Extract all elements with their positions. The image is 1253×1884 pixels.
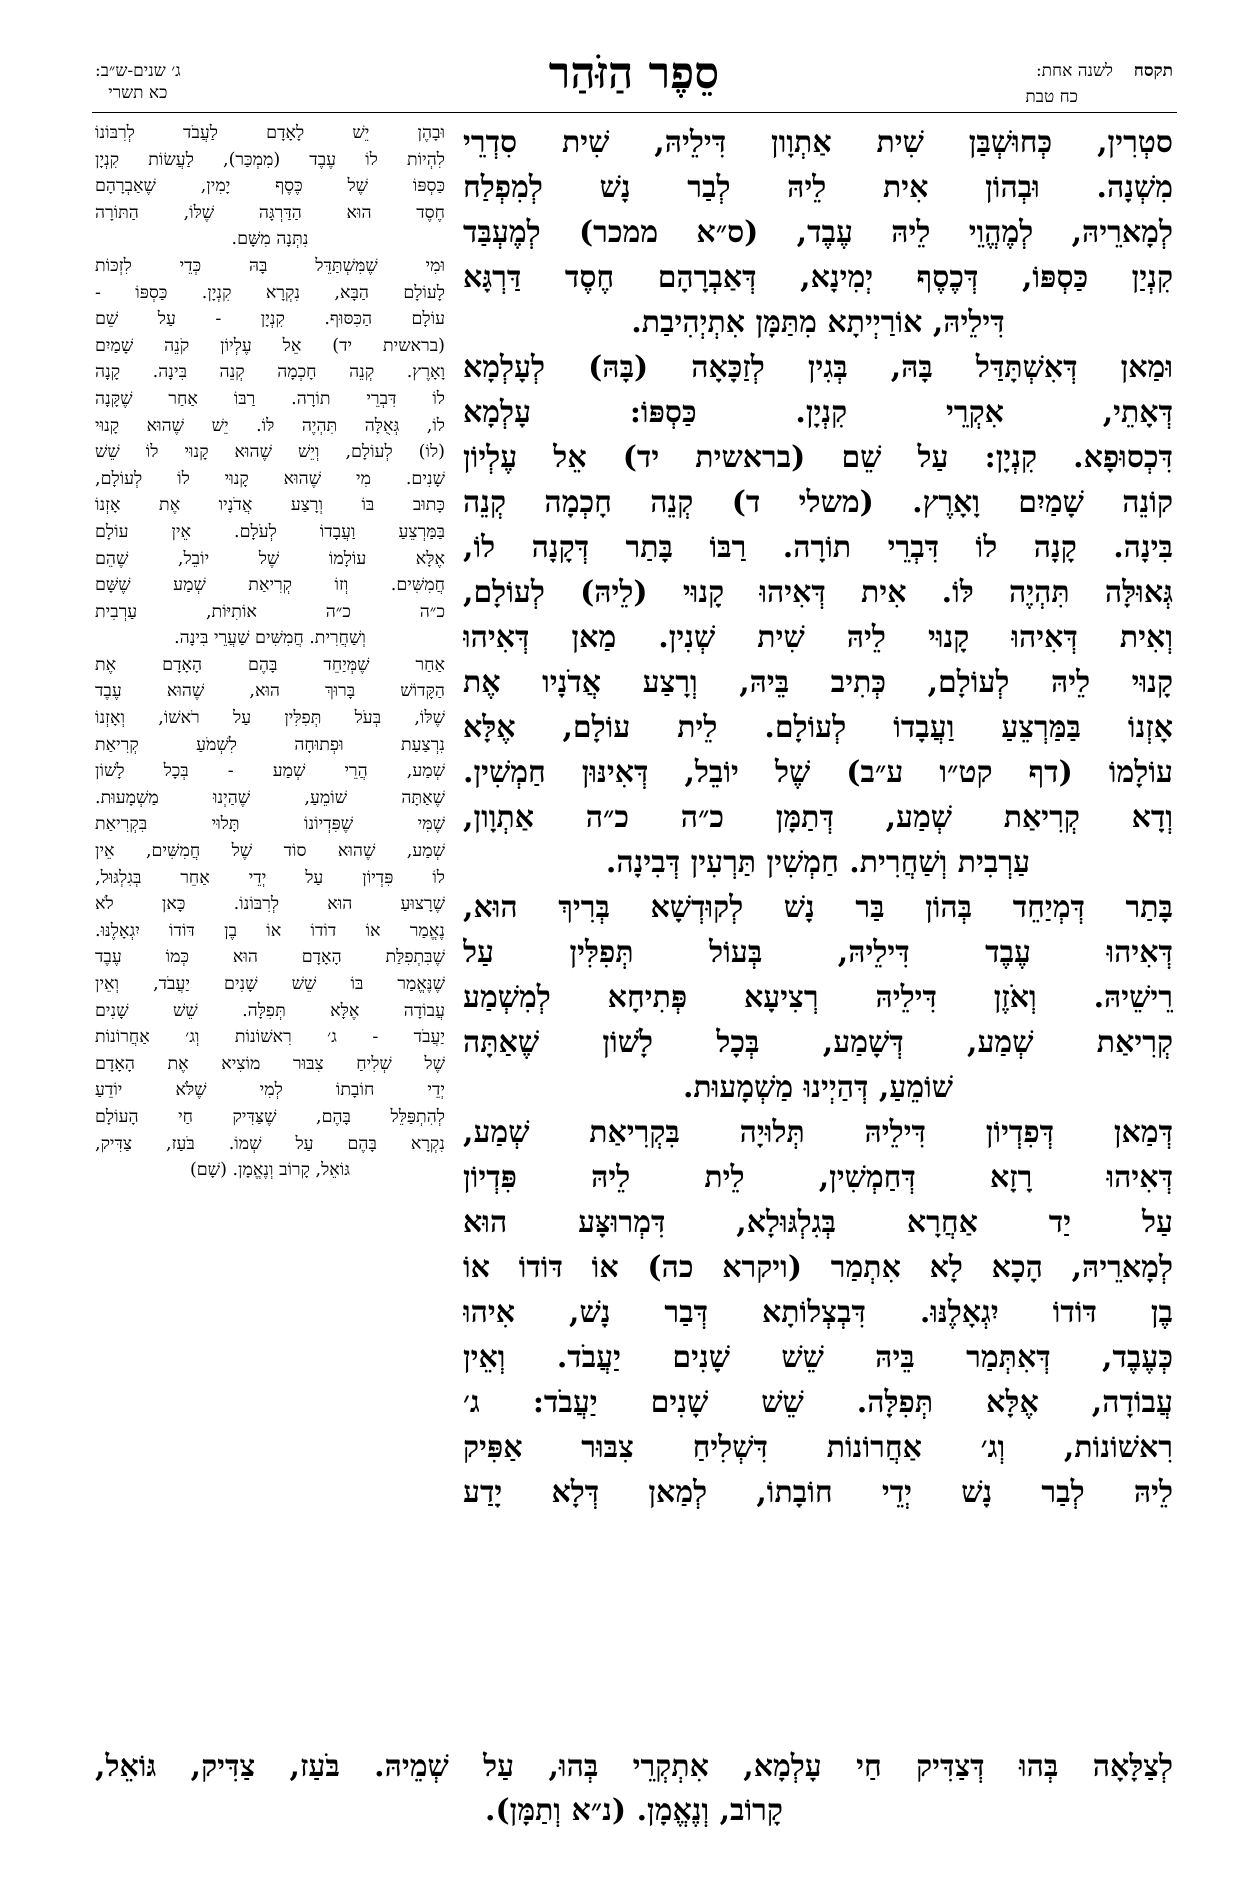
text-line: גּוֹאֵל, קָרוֹב וְנֶאֱמָן. (שָׁם) [189,1160,351,1181]
text-line: לוֹ פִּדְיוֹן עַל יְדֵי אַחֵר בְּגִלְגּוּל, [95,867,445,888]
text-line: וָאָרֶץ. קְנֵה חָכְמָה קְנֵה בִּינָה. קָנָה [95,362,445,383]
text-line: וְדָא קְרִיאַת שְׁמַע, דְּתַמָּן כ״ה כ״ה אַתְוָון, [463,800,1173,835]
text-line: הַקָּדוֹשׁ בָּרוּךְ הוּא, שֶׁהוּא עֶבֶד [95,681,445,702]
date-right: כח טבת [1025,87,1078,107]
translation-column [95,120,445,1184]
text-line: קְרִיאַת שְׁמַע, דְּשָׁמַע, בְּכָל לָשׁוֹן שֶׁאַתָּה [463,1025,1173,1060]
text-line: רֵישֵׁיהּ. וְאֹזֶן דִּילֵיהּ רְצִיעָא פְּתִיחָא לְמִשְׁמַע [463,980,1173,1015]
text-line: כָּתוּב בּוֹ וְרָצַע אֲדֹנָיו אֶת אָזְנוֹ [95,495,445,516]
text-line: וְשַׁחֲרִית. חֲמִשִּׁים שַׁעֲרֵי בִּינָה. [174,628,366,649]
header-rule [92,112,1177,113]
text-line: שֶׁרָצוּעַ הוּא לְרִבּוֹנוֹ. כָּאן לֹא [95,894,445,915]
text-line: עֲבוֹדָה, אֶלָּא תְּפִלָּה. שֵׁשׁ שָׁנִים יַעֲבֹד: ג׳ [463,1385,1173,1420]
text-line: שֶׁלּוֹ, בְּעֹל תְּפִלִּין עַל רֹאשׁוֹ, וְאָזְנוֹ [95,708,445,729]
text-line: דְּאִיהוּ רָזָא דְּחַמְשִׁין, לֵית לֵיהּ פִּדְיוֹן [463,1160,1173,1195]
text-line: וּבָהֶן יֵשׁ לָאָדָם לַעֲבֹד לְרִבּוֹנוֹ [95,123,445,143]
text-line: לְהִתְפַּלֵּל בָּהֶם, שֶׁצַּדִּיק חַי הָעוֹלָם [95,1106,445,1127]
text-line: נִרְצַעַת וּפְתוּחָה לִשְׁמֹעַ קְרִיאַת [95,734,445,755]
text-line: וּמִי שֶׁמִּשְׁתַּדֵּל בָּהּ כְּדֵי לִזְכּוֹת [95,255,445,276]
text-line: דְּאָתֵי, אִקְרֵי קִנְיָן. כַּסְפּוֹ: עָלְמָא [463,395,1173,430]
text-line: לִהְיוֹת לוֹ עֶבֶד (מִמְכַּר), לַעֲשׂוֹת קִנְיָן [95,149,445,170]
text-line: עוֹלָם הַכִּסּוּף. קִנְיָן - עַל שֵׁם [95,309,445,330]
text-line: (בראשית יד) אֵל עֶלְיוֹן קֹנֵה שָׁמַיִם [95,335,445,356]
text-line: שֶׁמִּי שֶׁפִּדְיוֹנוֹ תָּלוּי בִּקְרִיאַת [95,814,445,835]
text-line: לֵיהּ לְבַר נָשׁ יְדֵי חוֹבָתוֹ, לְמַאן דְּלָא יָדַע [463,1475,1173,1510]
text-line: קָנוּי לֵיהּ לְעוֹלָם, כְּתִיב בֵּיהּ, וְרָצַע אֲדֹנָיו אֶת [463,665,1173,700]
page-header [95,48,1173,110]
text-line: כַּסְפּוֹ שֶׁל כֶּסֶף יָמִין, שֶׁאַבְרָהָם [95,176,445,197]
text-line: עֲבוֹדָה אֶלָּא תְּפִלָּה. שֵׁשׁ שָׁנִים [95,1000,445,1021]
year-label: לשנה אחת: [1035,61,1113,81]
text-line: רִאשׁוֹנוֹת, וְג׳ אַחֲרוֹנוֹת דִּשְׁלִיחַ צִבּוּר אַפִּיק [463,1430,1173,1465]
text-line: וְאִית דְּאִיהוּ קָנוּי לֵיהּ שִׁית שְׁנִין. מַאן דְּאִיהוּ [463,620,1173,655]
text-line: וּמַאן דְּאִשְׁתָּדַּל בָּהּ, בְּגִין לְזַכָּאָה (בָּהּ) לְעָלְמָא [463,350,1173,385]
page-number: תקסח [1133,61,1173,81]
text-line: בַּמַּרְצֵעַ וַעֲבָדוֹ לְעֹלָם. אֵין עוֹלָם [95,521,445,542]
header-left [95,60,181,104]
text-line: אַחַר שֶׁמְּיַחֵד בָּהֶם הָאָדָם אֶת [95,654,445,675]
text-line: קִנְיַן כַּסְפּוֹ, דְּכֶסֶף יְמִינָא, דְּאַבְרָהָם חֶסֶד דַּרְגָּא [463,260,1173,295]
text-line: לְמָארֵיהּ, לְמֶהֱוֵי לֵיהּ עֶבֶד, (ס״א ממכר) לְמֶעְבַּד [463,215,1173,250]
text-line: אֶלָּא עוֹלָמוֹ שֶׁל יוֹבֵל, שֶׁהֵם [95,548,445,569]
text-line: שֶׁבִּתְפִלַּת הָאָדָם הוּא כְּמוֹ עֶבֶד [95,947,445,968]
text-line: שְׁמַע, שֶׁהוּא סוֹד שֶׁל חֲמִשִּׁים, אֵין [95,841,445,862]
text-line: שֶׁל שְׁלִיחַ צִבּוּר מוֹצִיא אֶת הָאָדָם [95,1053,445,1074]
text-line: נִקְרָא בָּהֶם עַל שְׁמוֹ. בֹּעַז, צַדִּיק, [95,1133,445,1154]
zohar-text-continuation [95,1745,1173,1833]
text-line: שׁוֹמֵעַ, דְּהַיְינוּ מַשְׁמָעוּת. [682,1070,954,1105]
date-left: כא תשרי [108,83,168,103]
text-line: נִתְּנָה מִשָּׁם. [231,229,309,250]
text-line: בֶן דּוֹדוֹ יִגְאָלֶנּוּ. דִּבְצְלוֹתָא דְּבַר נָשׁ, אִיהוּ [463,1295,1173,1330]
text-line: לְמָארֵיהּ, הָכָא לָא אִתְמַר (ויקרא כה) אוֹ דּוֹדוֹ אוֹ [463,1250,1173,1285]
text-line: שֶׁאַתָּה שׁוֹמֵעַ, שֶׁהַיְנוּ מַשְׁמָעוּת. [95,787,445,808]
text-line: דְּמַאן דְּפִדְיוֹן דִּילֵיהּ תְּלוּיָה בִּקְרִיאַת שְׁמַע, [463,1115,1173,1150]
text-line: (לוֹ) לְעוֹלָם, וְיֵשׁ שֶׁהוּא קָנוּי לוֹ שֵׁשׁ [95,442,445,463]
text-line: לָעוֹלָם הַבָּא, נִקְרָא קִנְיָן. כַּסְפּוֹ - [95,282,445,303]
text-line: דְּאִיהוּ עֶבֶד דִּילֵיהּ, בְּעוֹל תְּפִלִּין עַל [463,935,1173,970]
zohar-text-column [463,120,1173,1515]
text-line: גְּאוּלָּה תִּהְיֶה לּוֹ. אִית דְּאִיהוּ קָנוּי (לֵיהּ) לְעוֹלָם, [463,575,1173,610]
text-line: שָׁנִים. מִי שֶׁהוּא קָנוּי לוֹ לְעוֹלָם, [95,468,445,489]
text-line: מִשְׁנָה. וּבְהוֹן אִית לֵיהּ לְבַר נָשׁ לְמִפְלַח [463,170,1173,205]
book-title: סֵפֶר הַזֹּהַר [548,48,720,99]
text-line: לְצַלָּאָה בְּהוּ דְּצַדִּיק חַי עָלְמָא, אִתְקְרֵי בְּהוּ, עַל שְׁמֵיהּ. בֹּעַז, צַדִּיק, גּוֹאֵל, [95,1749,1173,1784]
text-line: לוֹ, גְּאֻלָּה תִּהְיֶה לּוֹ. יֵשׁ שֶׁהוּא קָנוּי [95,415,445,436]
text-line: בָּתַר דְּמְיַחֵד בְּהוֹן בַּר נָשׁ לְקוּדְשָׁא בְּרִיךְ הוּא, [463,890,1173,925]
text-line: יְדֵי חוֹבָתוֹ לְמִי שֶׁלֹּא יוֹדֵעַ [95,1080,445,1101]
text-line: יַעֲבֹד - ג׳ רִאשׁוֹנוֹת וְג׳ אַחֲרוֹנוֹת [95,1027,445,1048]
text-line: קָרוֹב, וְנֶאֱמָן. (נ״א וְתַמָּן). [485,1793,783,1828]
text-line: בִּינָה. קָנָה לוֹ דִּבְרֵי תוֹרָה. רַבּוֹ בָּתַר דְּקָנָה לוֹ, [463,530,1173,565]
text-line: חֶסֶד הוּא הַדַּרְגָּה שֶׁלּוֹ, הַתּוֹרָה [95,202,445,223]
text-line: עַרְבִית וְשַׁחֲרִית. חַמְשִׁין תַּרְעִין דְּבִינָה. [605,845,1031,880]
text-line: לוֹ דִּבְרֵי תוֹרָה. רַבּוֹ אַחַר שֶׁקָּנָה [95,388,445,409]
text-line: קוֹנֵה שָׁמַיִם וָאָרֶץ. (משלי ד) קְנֵה חָכְמָה קְנֵה [463,485,1173,520]
text-line: סטְרִין, כְּחוּשְׁבַּן שִׁית אַתְוָון דִּילֵיהּ, שִׁית סִדְרֵי [463,125,1173,160]
text-line: כְּעֶבֶד, דְּאִתְּמַר בֵּיהּ שֵׁשׁ שָׁנִים יַעֲבֹד. וְאֵין [463,1340,1173,1375]
text-line: נֶאֱמַר אוֹ דוֹדוֹ אוֹ בֶן דּוֹדוֹ יִגְאָלֶנּוּ. [95,920,445,941]
section-label: ג׳ שנים-ש״ב: [95,61,181,81]
text-line: חֲמִשִּׁים. וְזוֹ קְרִיאַת שְׁמַע שֶׁשָּׁם [95,575,445,596]
text-line: שְׁמַע, הֲרֵי שְׁמַע - בְּכָל לָשׁוֹן [95,761,445,782]
text-line: שֶׁנֶּאֱמַר בּוֹ שֵׁשׁ שָׁנִים יַעֲבֹד, וְאֵין [95,974,445,994]
text-line: עַל יַד אַחֲרָא בְּגִלְגּוּלָא, דִּמְרוּצָּע הוּא [463,1205,1173,1240]
text-line: אָזְנוֹ בַּמַּרְצֵעַ וַעֲבָדוֹ לְעוֹלָם. לֵית עוֹלָם, אֶלָּא [463,710,1173,745]
text-line: כ״ה כ״ה אוֹתִיּוֹת, עַרְבִית [95,601,445,622]
text-line: דִּילֵיהּ, אוֹרַיְיתָא מִתַּמָּן אִתְיְהִיבַת. [631,305,1005,340]
text-line: עוֹלָמוֹ (דף קט״ו ע״ב) שֶׁל יוֹבֵל, דְּאִינּוּן חַמְשִׁין. [463,755,1173,790]
text-line: דִּכְסוּפָא. קִנְיָן: עַל שֵׁם (בראשית יד) אֵל עֶלְיוֹן [463,440,1173,475]
